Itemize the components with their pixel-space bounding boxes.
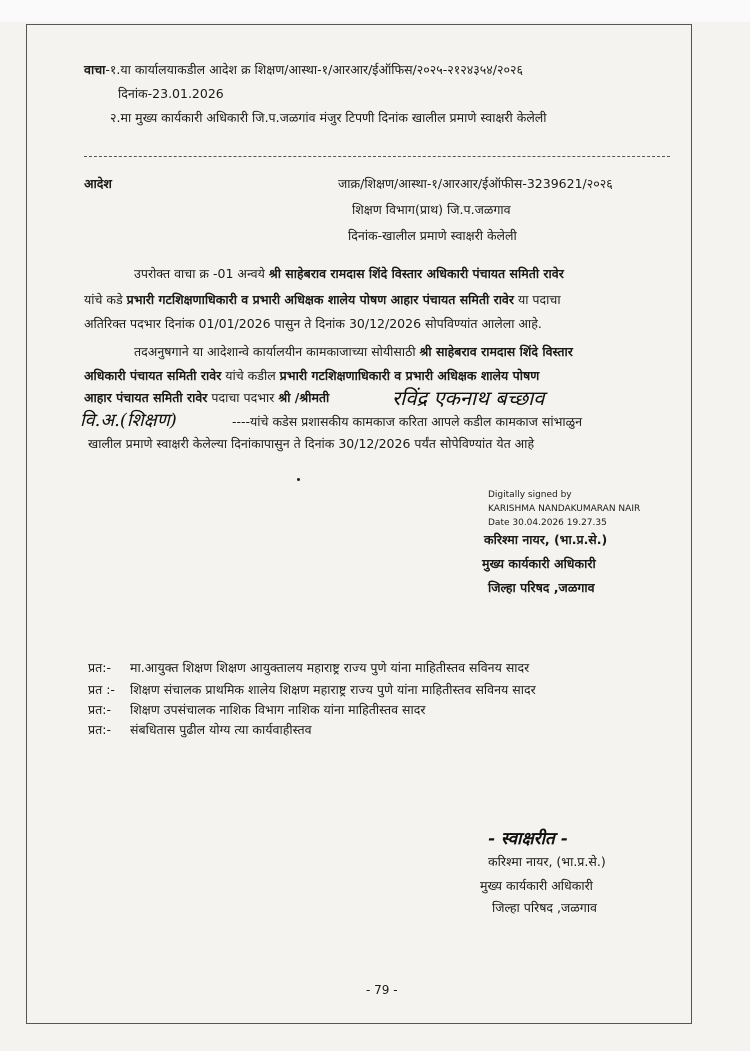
order-number: जाक्र/शिक्षण/आस्था-१/आरआर/ईऑफीस-3239621/२०२६ bbox=[338, 176, 613, 191]
separator-line bbox=[84, 156, 670, 157]
digital-sign-line2: KARISHMA NANDAKUMARAN NAIR bbox=[488, 504, 641, 514]
para2-line5: खालील प्रमाणे स्वाक्षरी केलेल्या दिनांकापासुन ते दिनांक 30/12/2026 पर्यंत सोपेविण्यांत येत आहे bbox=[88, 436, 535, 451]
handwritten-signed-mark: - स्वाक्षरीत - bbox=[488, 829, 568, 849]
para1-text: यांचे कडे bbox=[84, 292, 127, 307]
para2-text: पदाचा पदभार bbox=[207, 390, 279, 405]
digital-sign-line3: Date 30.04.2026 19.27.35 bbox=[488, 518, 607, 528]
para2-line2 bbox=[84, 368, 539, 384]
para2-text: तदअनुषगाने या आदेशान्वे कार्यालयीन कामकाजाच्या सोयीसाठी bbox=[134, 344, 420, 359]
order-department: शिक्षण विभाग(प्राथ) जि.प.जळगाव bbox=[352, 202, 511, 217]
reference-1: -१.या कार्यालयाकडील आदेश क्र शिक्षण/आस्था-१/आरआर/ईऑफिस/२०२५-२१२४३५४/२०२६ bbox=[105, 62, 523, 77]
para1-text: उपरोक्त वाचा क्र -01 अन्वये bbox=[134, 266, 269, 281]
reference-label: वाचा bbox=[84, 62, 106, 77]
copy-text: मा.आयुक्त शिक्षण शिक्षण आयुक्तालय महाराष्ट्र राज्य पुणे यांना माहितीस्तव सविनय सादर bbox=[130, 660, 530, 675]
para2-line4: ----यांचे कडेस प्रशासकीय कामकाज करिता आपले कडील कामकाज सांभाळुन bbox=[232, 414, 583, 429]
para1-post-bold: प्रभारी गटशिक्षणाधिकारी व प्रभारी अधिक्षक शालेय पोषण आहार पंचायत समिती रावेर bbox=[126, 292, 514, 307]
para2-text: यांचे कडील bbox=[221, 368, 280, 383]
ink-dot bbox=[297, 478, 300, 481]
copy-text: संबधितास पुढील योग्य त्या कार्यवाहीस्तव bbox=[130, 722, 312, 737]
page-number: - 79 - bbox=[366, 983, 398, 997]
page-top-strip bbox=[0, 0, 750, 22]
copy-text: शिक्षण संचालक प्राथमिक शालेय शिक्षण महाराष्ट्र राज्य पुणे यांना माहितीस्तव सविनय सादर bbox=[130, 682, 536, 697]
para2-title-bold: श्री /श्रीमती bbox=[278, 390, 330, 405]
para1-line2 bbox=[84, 292, 561, 308]
bottom-signatory-office: जिल्हा परिषद ,जळगाव bbox=[492, 900, 598, 915]
para2-officer-bold: अधिकारी पंचायत समिती रावेर bbox=[84, 368, 222, 383]
para2-post-bold: आहार पंचायत समिती रावेर bbox=[84, 390, 208, 405]
copy-label: प्रत :- bbox=[88, 682, 115, 697]
bottom-signatory-designation: मुख्य कार्यकारी अधिकारी bbox=[480, 878, 593, 893]
copy-text: शिक्षण उपसंचालक नाशिक विभाग नाशिक यांना माहितीस्तव सादर bbox=[130, 702, 426, 717]
copy-label: प्रत:- bbox=[88, 722, 111, 737]
signatory-office: जिल्हा परिषद ,जळगाव bbox=[488, 580, 595, 595]
para1-text: या पदाचा bbox=[514, 292, 561, 307]
signatory-designation: मुख्य कार्यकारी अधिकारी bbox=[482, 556, 596, 571]
digital-sign-line1: Digitally signed by bbox=[488, 490, 572, 500]
signatory-name: करिश्मा नायर, (भा.प्र.से.) bbox=[484, 532, 608, 547]
reference-line-1 bbox=[84, 62, 523, 78]
para2-line3 bbox=[84, 390, 329, 406]
handwritten-post: वि.अ.(शिक्षण) bbox=[80, 410, 177, 431]
para2-post-bold: प्रभारी गटशिक्षणाधिकारी व प्रभारी अधिक्षक शालेय पोषण bbox=[279, 368, 540, 383]
handwritten-name: रविंद्र एकनाथ बच्छाव bbox=[392, 386, 545, 410]
copy-label: प्रत:- bbox=[88, 702, 111, 717]
para2-officer-bold: श्री साहेबराव रामदास शिंदे विस्तार bbox=[419, 344, 573, 359]
para2-line1 bbox=[134, 344, 573, 360]
order-title: आदेश bbox=[84, 176, 112, 191]
reference-2: २.मा मुख्य कार्यकारी अधिकारी जि.प.जळगांव मंजुर टिपणी दिनांक खालील प्रमाणे स्वाक्षरी केलेली bbox=[110, 110, 547, 125]
reference-1-date: दिनांक-23.01.2026 bbox=[118, 86, 224, 101]
para1-line3: अतिरिक्त पदभार दिनांक 01/01/2026 पासुन ते दिनांक 30/12/2026 सोपविण्यांत आलेला आहे. bbox=[84, 316, 542, 331]
order-date-line: दिनांक-खालील प्रमाणे स्वाक्षरी केलेली bbox=[348, 228, 517, 243]
copy-label: प्रत:- bbox=[88, 660, 111, 675]
bottom-signatory-name: करिश्मा नायर, (भा.प्र.से.) bbox=[488, 854, 606, 869]
para1-line1 bbox=[134, 266, 564, 282]
para1-officer-bold: श्री साहेबराव रामदास शिंदे विस्तार अधिकारी पंचायत समिती रावेर bbox=[268, 266, 564, 281]
